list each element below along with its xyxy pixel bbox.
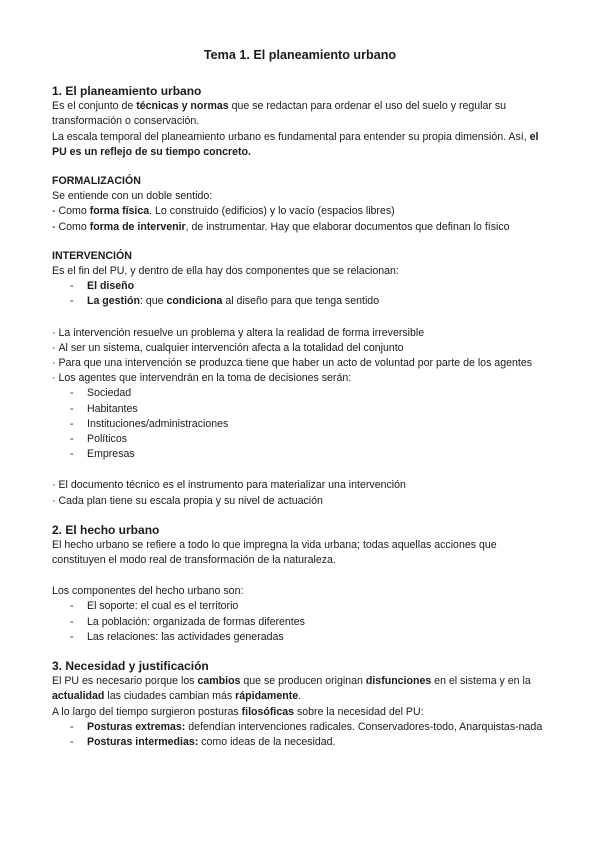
list-item: - Posturas extremas: defendían intervenciones radicales. Conservadores-todo, Anarquistas-nada <box>70 720 548 735</box>
formalizacion-heading: FORMALIZACIÓN <box>52 175 141 188</box>
list-item: · El documento técnico es el instrumento para materializar una intervención <box>52 478 548 493</box>
list-item: - La gestión: que condiciona al diseño para que tenga sentido <box>70 294 548 309</box>
list-item: - Políticos <box>70 432 548 447</box>
section-3-paragraph-2: A lo largo del tiempo surgieron posturas filosóficas sobre la necesidad del PU: <box>52 705 424 718</box>
intervencion-points-list <box>52 326 548 387</box>
postures-list <box>52 720 548 750</box>
list-item: - Empresas <box>70 447 548 462</box>
section-2-paragraph: El hecho urbano se refiere a todo lo que impregna la vida urbana; todas aquellas acciones que constituyen el modo real de transformación de la naturaleza. <box>52 538 497 567</box>
agents-list <box>52 386 548 462</box>
section-1-heading: 1. El planeamiento urbano <box>52 84 202 99</box>
list-item: · Los agentes que intervendrán en la toma de decisiones serán: <box>52 371 548 386</box>
formalizacion-intro: Se entiende con un doble sentido: <box>52 190 213 203</box>
list-item: · Cada plan tiene su escala propia y su nivel de actuación <box>52 494 548 509</box>
list-item: - El diseño <box>70 279 548 294</box>
section-1-paragraph-1: Es el conjunto de técnicas y normas que se redactan para ordenar el uso del suelo y regular su transformación o conservación. <box>52 100 507 128</box>
intervencion-components-list <box>52 279 548 309</box>
intervencion-intro: Es el fin del PU, y dentro de ella hay dos componentes que se relacionan: <box>52 265 399 278</box>
section-1-paragraph-2: La escala temporal del planeamiento urbano es fundamental para entender su propia dimensión. Así, el PU es un reflejo de su tiempo concreto. <box>52 130 539 158</box>
section-3-paragraph-1: El PU es necesario porque los cambios que se producen originan disfunciones en el sistema y en la actualidad las ciudades cambian más rápidamente. <box>52 675 531 703</box>
list-item: - Sociedad <box>70 386 548 401</box>
formalizacion-line-2: - Como forma de intervenir, de instrumentar. Hay que elaborar documentos que definan lo físico <box>52 220 510 233</box>
list-item: - Posturas intermedias: como ideas de la necesidad. <box>70 735 548 750</box>
list-item: · Para que una intervención se produzca tiene que haber un acto de voluntad por parte de los agentes <box>52 356 548 371</box>
document-title: Tema 1. El planeamiento urbano <box>203 48 397 62</box>
list-item: - Las relaciones: las actividades generadas <box>70 630 548 645</box>
intervencion-heading: INTERVENCIÓN <box>52 249 132 262</box>
formalizacion-line-1: - Como forma física. Lo construido (edificios) y lo vacío (espacios libres) <box>52 205 395 218</box>
section-3-heading: 3. Necesidad y justificación <box>52 659 209 674</box>
hecho-urbano-components-list <box>52 599 548 645</box>
intervencion-points-list-2 <box>52 478 548 508</box>
section-2-heading: 2. El hecho urbano <box>52 522 160 537</box>
list-item: - Instituciones/administraciones <box>70 417 548 432</box>
list-item: - Habitantes <box>70 402 548 417</box>
list-item: · La intervención resuelve un problema y altera la realidad de forma irreversible <box>52 326 548 341</box>
list-item: - La población: organizada de formas diferentes <box>70 615 548 630</box>
section-2-intro: Los componentes del hecho urbano son: <box>52 585 244 598</box>
list-item: · Al ser un sistema, cualquier intervención afecta a la totalidad del conjunto <box>52 341 548 356</box>
list-item: - El soporte: el cual es el territorio <box>70 599 548 614</box>
